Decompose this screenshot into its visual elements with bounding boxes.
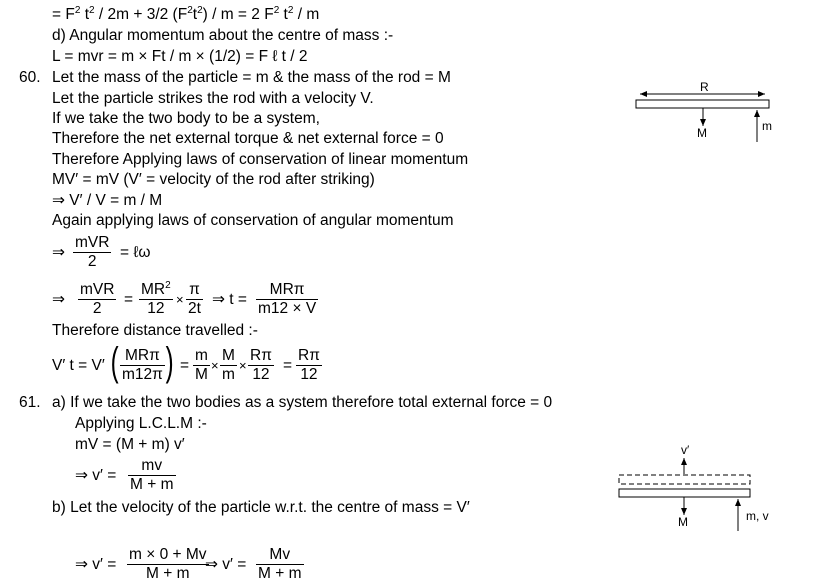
- fraction: [256, 546, 304, 583]
- q60-line: Again applying laws of conservation of angular momentum: [52, 212, 454, 229]
- q60-line: MV′ = mV (V′ = velocity of the rod after striking): [52, 171, 375, 188]
- eq-rhs: = ℓω: [120, 244, 151, 261]
- equals-sign: =: [283, 357, 293, 374]
- angular-momentum-equation: L = mvr = m × Ft / m × (1/2) = F ℓ t / 2: [52, 48, 308, 65]
- denominator: 2: [78, 299, 116, 318]
- numerator: mVR: [80, 281, 115, 298]
- eq-text: ) / m = 2 F: [202, 6, 274, 23]
- exponent: 2: [74, 5, 81, 16]
- particle-mass-label: m: [762, 119, 772, 133]
- numerator: mVR: [75, 234, 110, 251]
- lclm-label: Applying L.C.L.M :-: [75, 415, 207, 432]
- length-label: R: [700, 80, 709, 94]
- eq-text: t: [279, 6, 288, 23]
- q60-line: If we take the two body to be a system,: [52, 110, 320, 127]
- equals-sign: =: [124, 291, 134, 308]
- rod: [619, 489, 750, 497]
- eq-text: t: [192, 6, 198, 23]
- denominator: 2: [73, 252, 111, 271]
- denominator: m: [222, 366, 235, 383]
- exponent: 2: [187, 5, 193, 16]
- denominator: M + m: [130, 476, 174, 493]
- fraction: [128, 457, 176, 494]
- exponent: 2: [273, 5, 280, 16]
- numerator: Rπ: [250, 347, 272, 364]
- q60-line: Therefore Applying laws of conservation of linear momentum: [52, 151, 469, 168]
- numerator: Mv: [269, 546, 291, 563]
- numerator: M: [222, 347, 235, 364]
- fraction: [127, 546, 209, 583]
- denominator: M + m: [127, 564, 209, 583]
- displaced-rod-dashed: [619, 475, 750, 484]
- numerator: π: [189, 281, 200, 298]
- distance-label: Therefore distance travelled :-: [52, 322, 258, 339]
- momentum-equation: mV = (M + m) v′: [75, 436, 185, 453]
- q61-part-a: a) If we take the two bodies as a system therefore total external force = 0: [52, 394, 553, 411]
- right-paren: ): [165, 340, 174, 384]
- denominator: M: [195, 366, 208, 383]
- exponent: 2: [89, 5, 95, 16]
- left-paren: (: [110, 340, 119, 384]
- implies-arrow: ⇒: [52, 291, 65, 308]
- exponent: 2: [197, 5, 203, 16]
- times-sign: ×: [176, 292, 184, 307]
- denominator: 12: [296, 365, 322, 384]
- rod: [636, 100, 769, 108]
- times-sign: ×: [239, 358, 247, 373]
- particle-label: m, v: [746, 509, 769, 523]
- numerator: m × 0 + Mv: [129, 546, 207, 563]
- eq-text: = F: [52, 6, 75, 23]
- numerator: MRπ: [269, 281, 305, 298]
- q60-line: Let the mass of the particle = m & the mass of the rod = M: [52, 69, 451, 86]
- angular-momentum-heading: d) Angular momentum about the centre of mass :-: [52, 27, 394, 44]
- eq-lhs: ⇒ v′ =: [75, 556, 117, 573]
- denominator: m12π: [122, 366, 163, 383]
- exponent: 2: [165, 280, 171, 291]
- q60-line: ⇒ V′ / V = m / M: [52, 192, 163, 209]
- numerator: Rπ: [298, 347, 320, 364]
- denominator: M + m: [258, 565, 302, 582]
- denominator: m12 × V: [258, 300, 317, 317]
- q60-line: Let the particle strikes the rod with a velocity V.: [52, 90, 374, 107]
- rod-mass-label: M: [697, 126, 707, 140]
- eq-text: / 2m + 3/2 (F: [94, 6, 188, 23]
- denominator: 12: [248, 365, 274, 384]
- eq-text: / m: [293, 6, 320, 23]
- times-sign: ×: [211, 358, 219, 373]
- denominator: 12: [139, 299, 173, 318]
- eq-implies: ⇒ v′ =: [205, 556, 247, 573]
- numerator: m: [195, 347, 208, 364]
- equals-sign: =: [180, 357, 190, 374]
- rod-mass-label: M: [678, 515, 688, 529]
- implies-t: ⇒ t =: [212, 291, 247, 308]
- eq-lhs: V′ t = V′: [52, 357, 105, 374]
- q60-line: Therefore the net external torque & net external force = 0: [52, 130, 444, 147]
- velocity-label: v′: [681, 443, 690, 457]
- exponent: 2: [287, 5, 294, 16]
- numerator-text: MR: [141, 281, 166, 298]
- eq-text: t: [80, 6, 90, 23]
- q61-part-b: b) Let the velocity of the particle w.r.t. the centre of mass = V′: [52, 499, 470, 516]
- numerator: MRπ: [125, 347, 160, 364]
- eq-lhs: ⇒ v′ =: [75, 467, 117, 484]
- question-number-61: 61.: [19, 394, 41, 411]
- numerator: mv: [141, 457, 163, 474]
- denominator: 2t: [188, 300, 201, 317]
- implies-arrow: ⇒: [52, 244, 65, 261]
- question-number-60: 60.: [19, 69, 41, 86]
